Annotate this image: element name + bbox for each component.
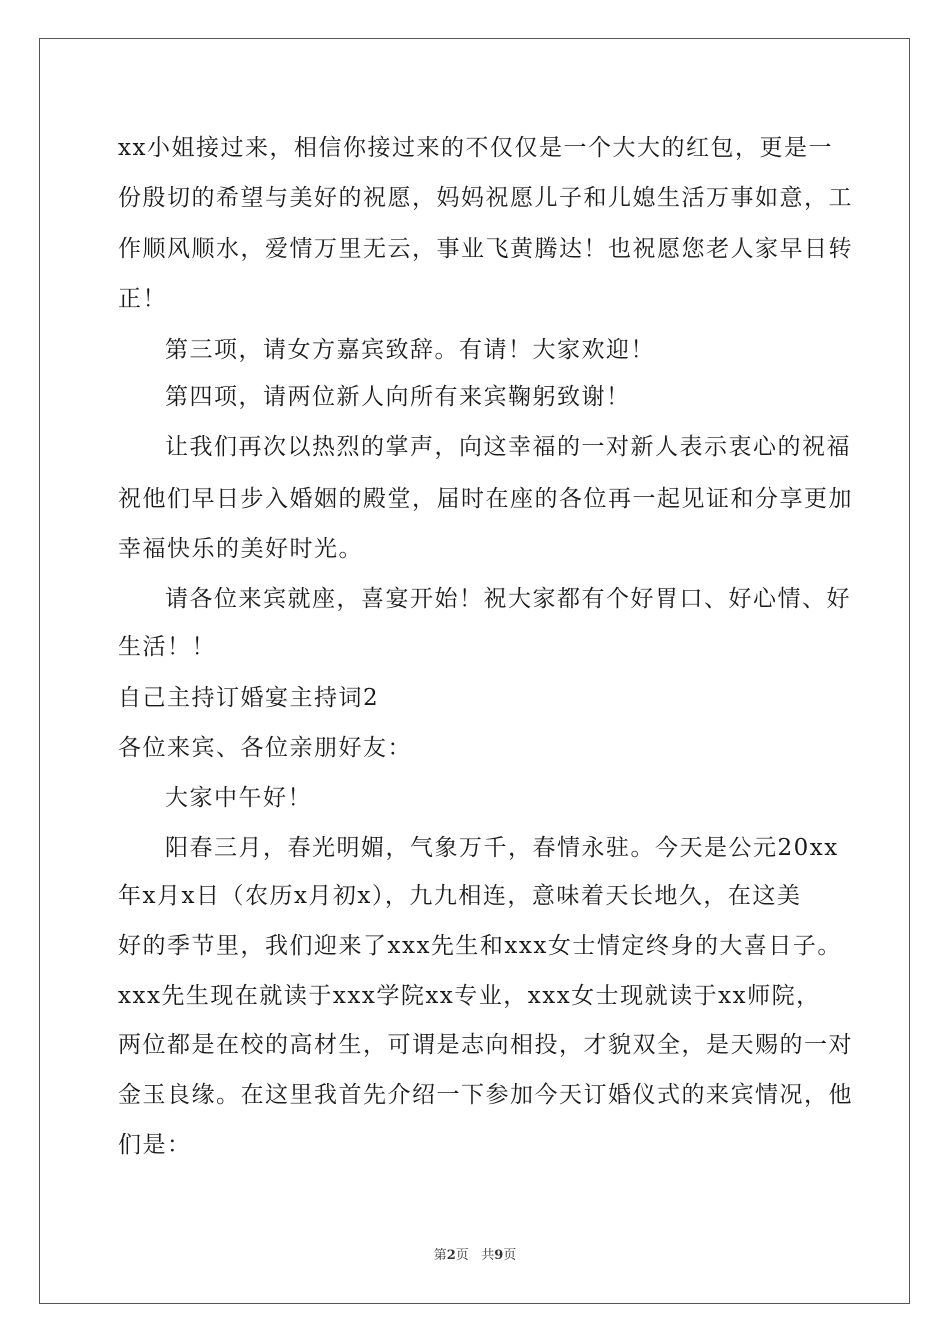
text-line: 们是：: [118, 1132, 192, 1158]
text-line: 幸福快乐的美好时光。: [118, 536, 363, 562]
text-line: 金玉良缘。在这里我首先介绍一下参加今天订婚仪式的来宾情况，他: [118, 1082, 853, 1108]
text-line: 正！: [118, 286, 167, 312]
section-heading: 自己主持订婚宴主持词2: [118, 685, 380, 711]
salutation: 各位来宾、各位亲朋好友：: [118, 735, 412, 761]
page-suffix: 页: [455, 1248, 469, 1263]
text-line: 生活！！: [118, 634, 216, 660]
text-line: xx小姐接过来，相信你接过来的不仅仅是一个大大的红包，更是一: [118, 135, 833, 161]
text-line: 阳春三月，春光明媚，气象万千，春情永驻。今天是公元20xx: [165, 835, 839, 861]
text-line: 份殷切的希望与美好的祝愿，妈妈祝愿儿子和儿媳生活万事如意，工: [118, 185, 853, 211]
total-prefix: 共: [481, 1248, 495, 1263]
text-line: 请各位来宾就座，喜宴开始！祝大家都有个好胃口、好心情、好: [165, 586, 851, 612]
text-line: 第三项，请女方嘉宾致辞。有请！大家欢迎！: [165, 337, 655, 363]
text-line: 第四项，请两位新人向所有来宾鞠躬致谢！: [165, 384, 631, 410]
page-border: [39, 38, 910, 1304]
text-line: 让我们再次以热烈的掌声，向这幸福的一对新人表示衷心的祝福: [165, 434, 851, 460]
page-total: 9: [494, 1248, 504, 1263]
text-line: 作顺风顺水，爱情万里无云，事业飞黄腾达！也祝愿您老人家早日转: [118, 236, 853, 262]
text-line: 两位都是在校的高材生，可谓是志向相投，才貌双全，是天赐的一对: [118, 1032, 853, 1058]
page-current: 2: [446, 1248, 456, 1263]
total-suffix: 页: [503, 1248, 517, 1263]
text-line: 好的季节里，我们迎来了xxx先生和xxx女士情定终身的大喜日子。: [118, 933, 842, 959]
text-line: 大家中午好！: [165, 785, 312, 811]
text-line: 年x月x日（农历x月初x），九九相连，意味着天长地久，在这美: [118, 883, 802, 909]
page-prefix: 第: [433, 1248, 447, 1263]
text-line: 祝他们早日步入婚姻的殿堂，届时在座的各位再一起见证和分享更加: [118, 486, 853, 512]
text-line: xxx先生现在就读于xxx学院xx专业，xxx女士现就读于xx师院，: [118, 983, 821, 1009]
page-footer: [0, 1248, 950, 1264]
